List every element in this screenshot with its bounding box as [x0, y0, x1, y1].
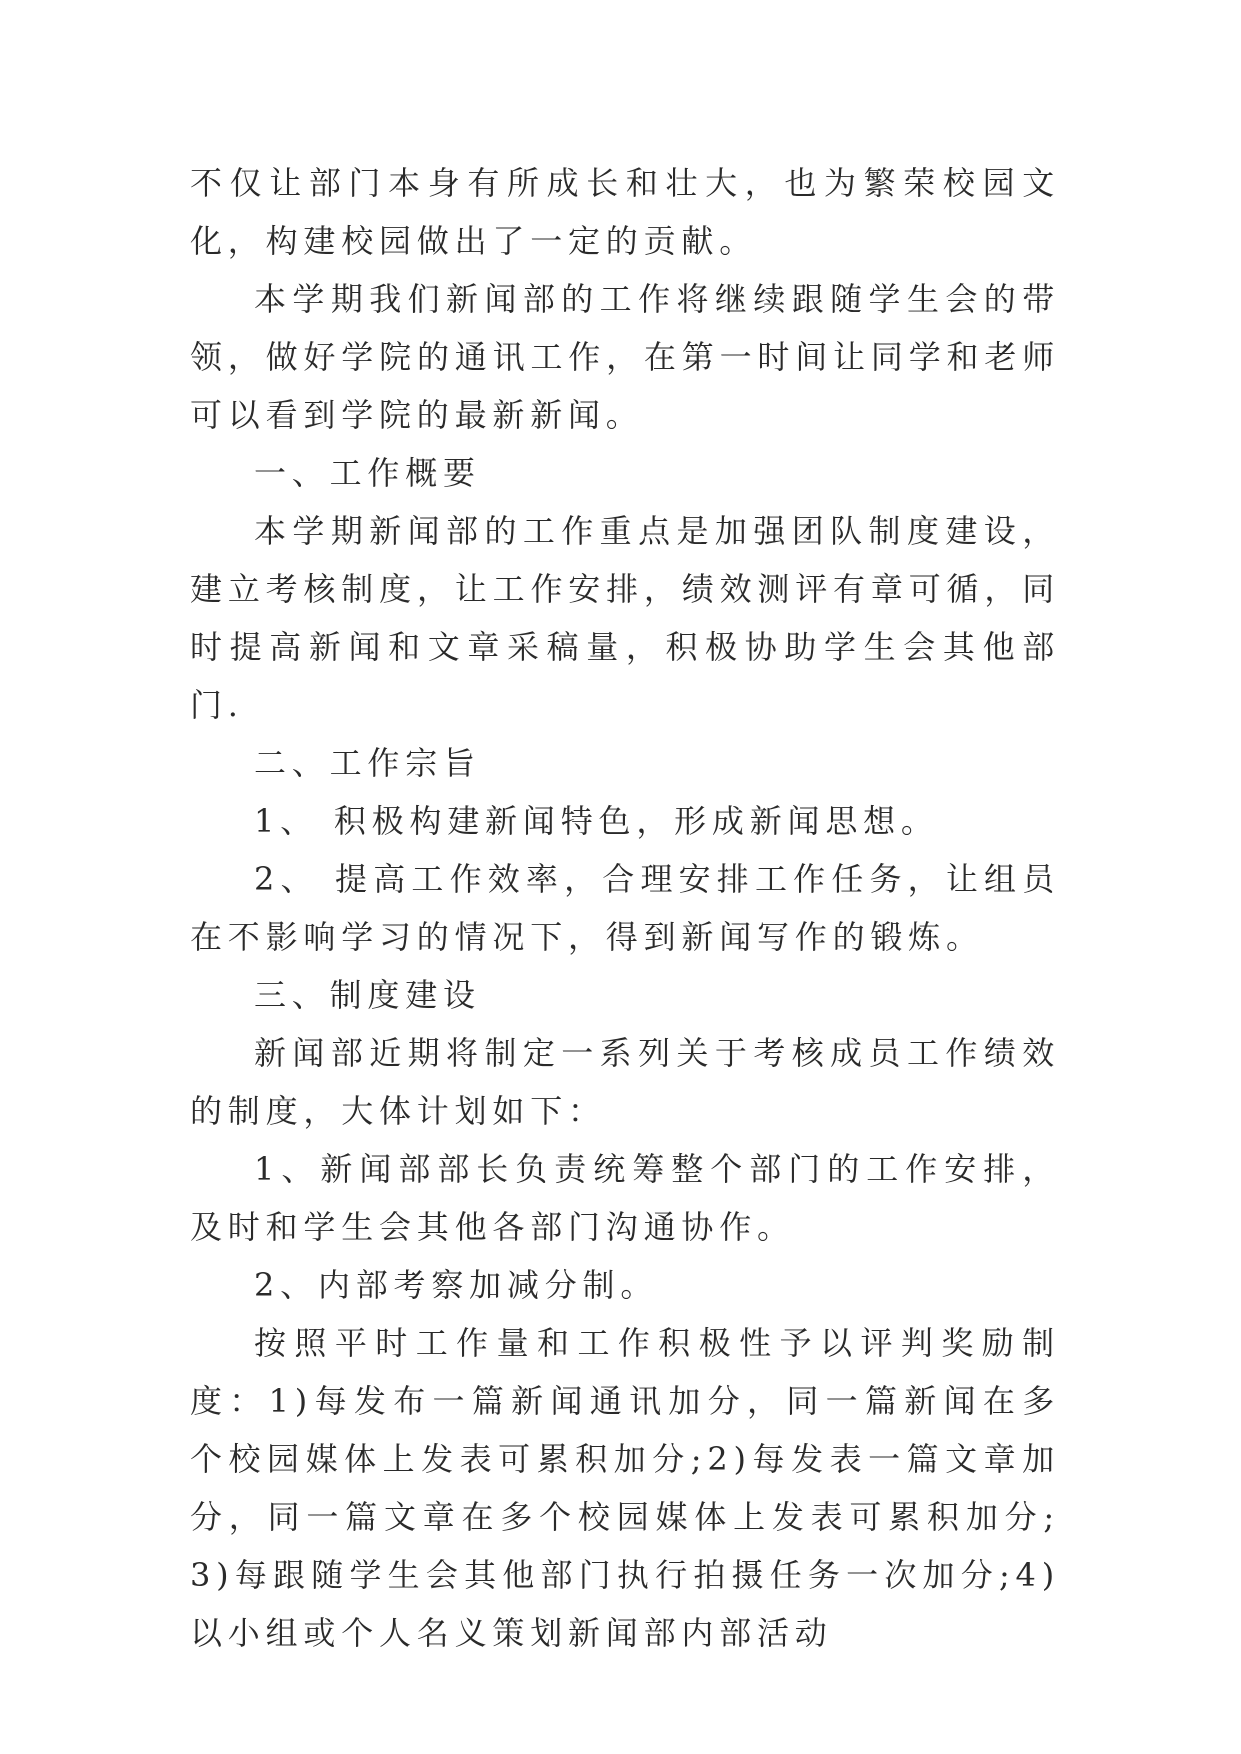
- section-heading-purpose: 二、工作宗旨: [254, 744, 481, 782]
- list-item-system-2: 2、内部考察加减分制。: [254, 1266, 659, 1304]
- list-item-purpose-1: 1、 积极构建新闻特色，形成新闻思想。: [254, 802, 939, 840]
- section-heading-overview: 一、工作概要: [254, 454, 481, 492]
- list-item-system-1: 1、新闻部部长负责统筹整个部门的工作安排，及时和学生会其他各部门沟通协作。: [190, 1150, 1060, 1246]
- paragraph-semester-goal: 本学期我们新闻部的工作将继续跟随学生会的带领，做好学院的通讯工作，在第一时间让同学和老师可以看到学院的最新新闻。: [190, 280, 1060, 434]
- paragraph-intro-continued: 不仅让部门本身有所成长和壮大，也为繁荣校园文化，构建校园做出了一定的贡献。: [190, 164, 1060, 260]
- list-item-purpose-2: 2、 提高工作效率，合理安排工作任务，让组员在不影响学习的情况下，得到新闻写作的锻炼。: [190, 860, 1060, 956]
- paragraph-overview: 本学期新闻部的工作重点是加强团队制度建设，建立考核制度，让工作安排，绩效测评有章可循，同时提高新闻和文章采稿量，积极协助学生会其他部门.: [190, 512, 1060, 724]
- paragraph-system-intro: 新闻部近期将制定一系列关于考核成员工作绩效的制度，大体计划如下：: [190, 1034, 1060, 1130]
- paragraph-reward-rules: 按照平时工作量和工作积极性予以评判奖励制度：1)每发布一篇新闻通讯加分，同一篇新闻在多个校园媒体上发表可累积加分;2)每发表一篇文章加分，同一篇文章在多个校园媒体上发表可累积加分;3)每跟随学生会其他部门执行拍摄任务一次加分;4)以小组或个人名义策划新闻部内部活动: [190, 1324, 1060, 1652]
- section-heading-system: 三、制度建设: [254, 976, 481, 1014]
- document-body: [190, 154, 1060, 1662]
